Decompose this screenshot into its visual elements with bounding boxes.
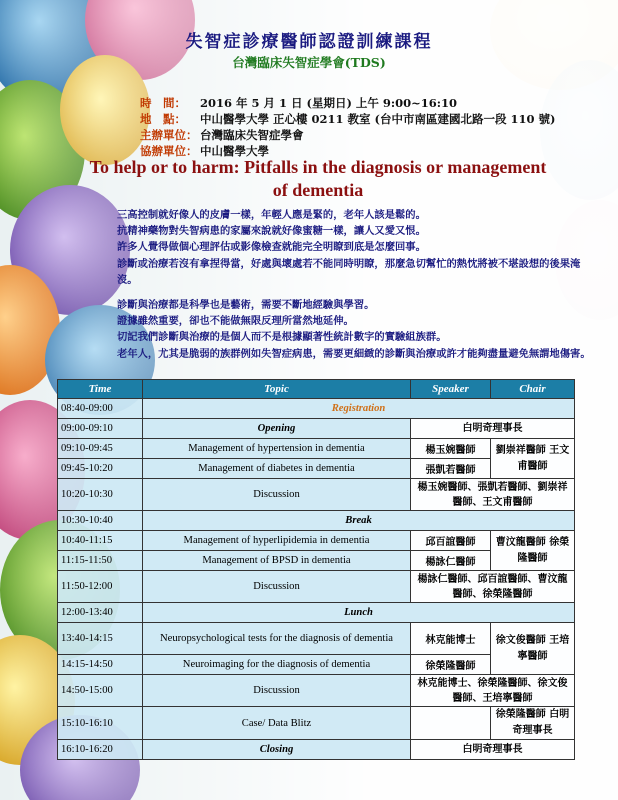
row-topic: Management of hyperlipidemia in dementia <box>143 531 411 551</box>
row-topic: Closing <box>143 740 411 760</box>
header-topic: Topic <box>143 380 411 399</box>
row-time: 16:10-16:20 <box>58 740 143 760</box>
row-time: 09:45-10:20 <box>58 459 143 479</box>
row-chair: 徐榮隆醫師 白明奇理事長 <box>491 707 575 740</box>
table-row <box>58 531 575 551</box>
row-time: 14:50-15:00 <box>58 675 143 707</box>
table-header-row <box>58 380 575 399</box>
row-time: 10:30-10:40 <box>58 511 143 531</box>
row-time: 09:10-09:45 <box>58 439 143 459</box>
table-row <box>58 707 575 740</box>
table-row <box>58 603 575 623</box>
row-speaker-chair: 白明奇理事長 <box>411 740 575 760</box>
time-label: 時 間： <box>140 96 186 110</box>
table-row <box>58 571 575 603</box>
row-topic: Opening <box>143 419 411 439</box>
row-topic: Break <box>143 511 575 531</box>
row-speaker-chair: 林克能博士、徐榮隆醫師、徐文俊醫師、王培寧醫師 <box>411 675 575 707</box>
table-row <box>58 511 575 531</box>
location-value: 中山醫學大學 正心樓 0211 教室 (台中市南區建國北路一段 110 號) <box>200 112 556 126</box>
header-time: Time <box>58 380 143 399</box>
row-time: 10:20-10:30 <box>58 479 143 511</box>
row-time: 12:00-13:40 <box>58 603 143 623</box>
row-time: 08:40-09:00 <box>58 399 143 419</box>
intro-line: 證據雖然重要，卻也不能做無限反理所當然地延伸。 <box>117 315 354 328</box>
coorganizer-label: 協辦單位： <box>140 144 198 158</box>
row-topic: Management of BPSD in dementia <box>143 551 411 571</box>
row-topic: Neuropsychological tests for the diagnosis of dementia <box>143 623 411 655</box>
row-speaker: 楊玉婉醫師 <box>411 439 491 459</box>
table-row <box>58 479 575 511</box>
row-speaker: 張凱若醫師 <box>411 459 491 479</box>
row-topic: Management of hypertension in dementia <box>143 439 411 459</box>
intro-line: 三高控制就好像人的皮膚一樣，年輕人應是緊的，老年人該是鬆的。 <box>117 209 426 221</box>
organizer-value: 台灣臨床失智症學會 <box>200 128 304 142</box>
page-title: 失智症診療醫師認證訓練課程 <box>185 32 433 52</box>
intro-paragraph-2 <box>117 297 597 362</box>
row-topic: Lunch <box>143 603 575 623</box>
intro-line: 許多人覺得做個心理評估或影像檢查就能完全明瞭到底是怎麼回事。 <box>117 241 426 254</box>
table-row <box>58 675 575 707</box>
row-speaker: 林克能博士 <box>411 623 491 655</box>
english-title: To help or to harm: Pitfalls in the diagnosis or management of dementia <box>89 157 547 200</box>
event-time <box>140 95 457 111</box>
row-topic: Registration <box>143 399 575 419</box>
organizer-label: 主辦單位： <box>140 128 198 142</box>
table-row <box>58 623 575 655</box>
row-chair: 徐文俊醫師 王培寧醫師 <box>491 623 575 675</box>
time-value: 2016 年 5 月 1 日 (星期日) 上午 9:00~16:10 <box>200 96 458 110</box>
table-row <box>58 419 575 439</box>
row-chair: 劉崇祥醫師 王文甫醫師 <box>491 439 575 479</box>
row-time: 14:15-14:50 <box>58 655 143 675</box>
table-row <box>58 399 575 419</box>
intro-line: 診斷或治療若沒有拿捏得當，好處與壞處若不能同時明瞭，那麼急切幫忙的熱忱將被不堪設想的後果淹沒。 <box>117 257 581 286</box>
row-speaker <box>411 707 491 740</box>
row-time: 15:10-16:10 <box>58 707 143 740</box>
event-organizer <box>140 127 304 143</box>
intro-paragraph-1 <box>117 207 597 288</box>
organizer-subtitle: 台灣臨床失智症學會(TDS) <box>232 55 386 70</box>
header-chair: Chair <box>491 380 575 399</box>
event-location <box>140 111 555 127</box>
row-chair: 曹汶龍醫師 徐榮隆醫師 <box>491 531 575 571</box>
row-topic: Case/ Data Blitz <box>143 707 411 740</box>
table-row <box>58 740 575 760</box>
row-speaker: 楊詠仁醫師 <box>411 551 491 571</box>
row-time: 11:15-11:50 <box>58 551 143 571</box>
coorganizer-value: 中山醫學大學 <box>200 144 269 158</box>
location-label: 地 點： <box>140 112 186 126</box>
row-speaker: 徐榮隆醫師 <box>411 655 491 675</box>
row-speaker-chair: 白明奇理事長 <box>411 419 575 439</box>
row-speaker-chair: 楊詠仁醫師、邱百誼醫師、曹汶龍醫師、徐榮隆醫師 <box>411 571 575 603</box>
intro-line: 老年人，尤其是脆弱的族群例如失智症病患，需要更細緻的診斷與治療或許才能夠盡量避免無謂地傷害。 <box>117 347 591 360</box>
row-time: 09:00-09:10 <box>58 419 143 439</box>
row-speaker-chair: 楊玉婉醫師、張凱若醫師、劉崇祥醫師、王文甫醫師 <box>411 479 575 511</box>
row-topic: Neuroimaging for the diagnosis of dementia <box>143 655 411 675</box>
row-time: 11:50-12:00 <box>58 571 143 603</box>
schedule-table <box>57 379 575 760</box>
header-speaker: Speaker <box>411 380 491 399</box>
row-topic: Discussion <box>143 675 411 707</box>
table-row <box>58 439 575 459</box>
row-speaker: 邱百誼醫師 <box>411 531 491 551</box>
intro-line: 切記我們診斷與治療的是個人而不是根據顯著性統計數字的實驗組族群。 <box>117 331 447 344</box>
row-topic: Management of diabetes in dementia <box>143 459 411 479</box>
row-time: 10:40-11:15 <box>58 531 143 551</box>
row-topic: Discussion <box>143 571 411 603</box>
intro-line: 抗精神藥物對失智病患的家屬來說就好像蜜糖一樣，讓人又愛又恨。 <box>117 225 426 238</box>
intro-line: 診斷與治療都是科學也是藝術，需要不斷地經驗與學習。 <box>117 299 375 311</box>
row-time: 13:40-14:15 <box>58 623 143 655</box>
row-topic: Discussion <box>143 479 411 511</box>
